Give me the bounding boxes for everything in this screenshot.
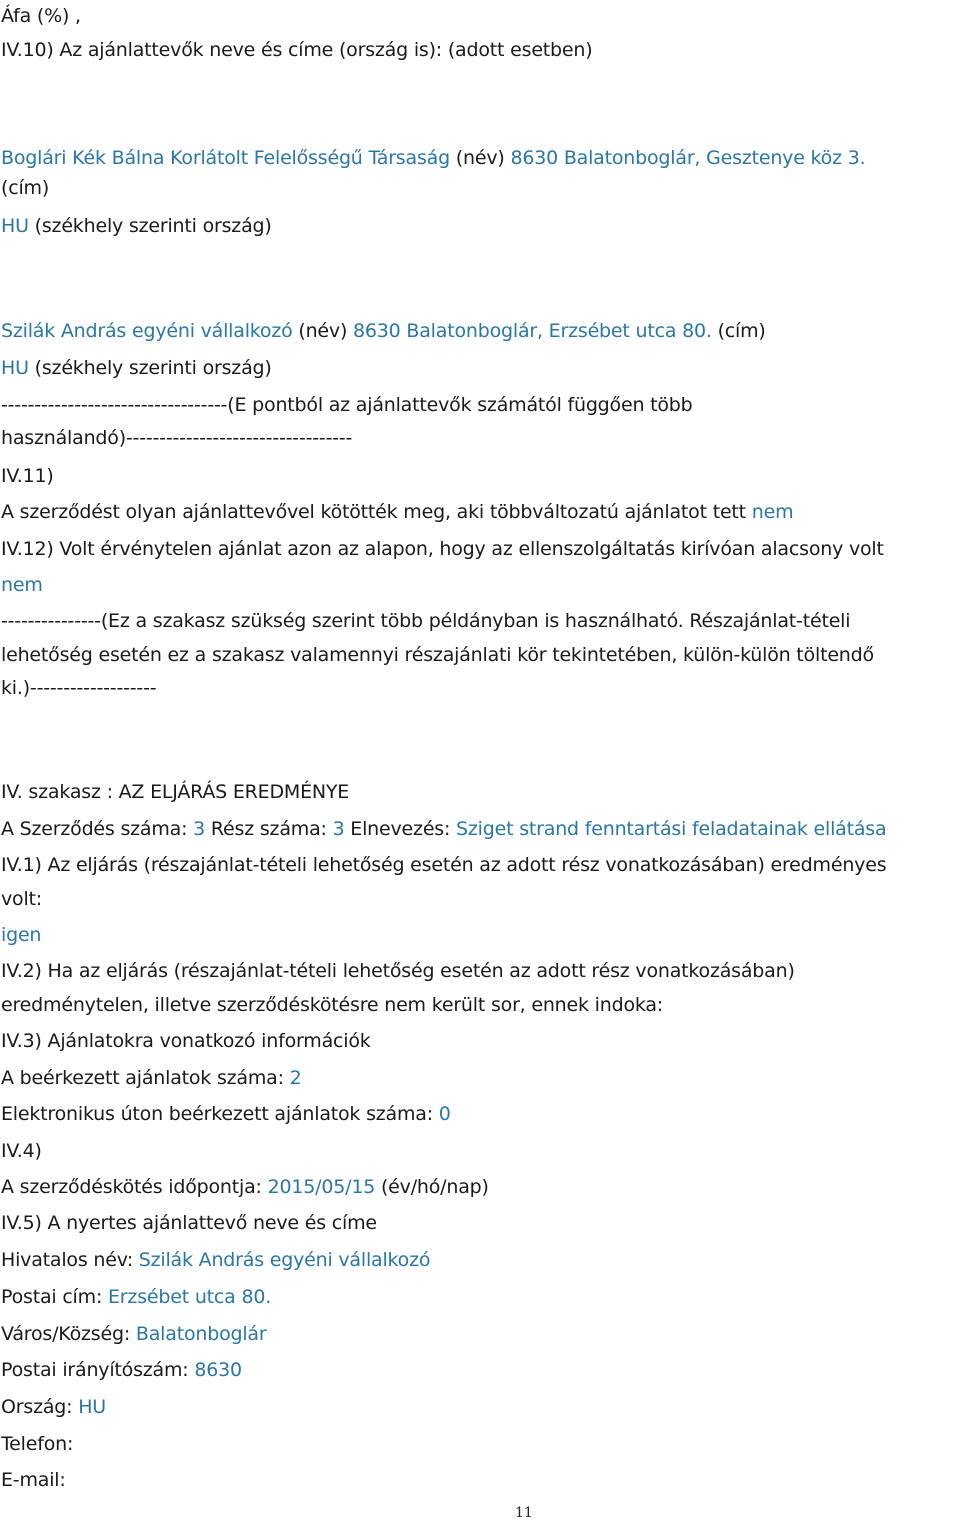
- label-text: IV. szakasz : AZ ELJÁRÁS EREDMÉNYE: [1, 781, 350, 803]
- text-line: [1, 1173, 489, 1201]
- label-text: Hivatalos név:: [1, 1249, 139, 1271]
- field-value: HU: [1, 215, 29, 237]
- field-value: 3: [332, 818, 345, 840]
- label-text: IV.10) Az ajánlattevők neve és címe (ország is): (adott esetben): [1, 39, 593, 61]
- text-line: [1, 921, 41, 949]
- text-line: [1, 174, 49, 202]
- label-text: (cím): [1, 177, 50, 199]
- label-text: (név): [292, 320, 354, 342]
- label-text: Ország:: [1, 1396, 79, 1418]
- field-value: Boglári Kék Bálna Korlátolt Felelősségű Társaság: [1, 147, 450, 169]
- text-line: [1, 674, 156, 702]
- label-text: Telefon:: [1, 1433, 74, 1455]
- field-value: 3: [193, 818, 206, 840]
- text-line: [1, 535, 884, 563]
- text-line: [1, 317, 766, 345]
- field-value: nem: [1, 574, 43, 596]
- label-text: Postai cím:: [1, 1286, 108, 1308]
- field-value: igen: [1, 924, 42, 946]
- label-text: IV.11): [1, 465, 54, 487]
- label-text: IV.3) Ajánlatokra vonatkozó információk: [1, 1030, 371, 1052]
- field-value: Szilák András egyéni vállalkozó: [1, 320, 293, 342]
- field-value: 2015/05/15: [267, 1176, 376, 1198]
- label-text: Postai irányítószám:: [1, 1359, 195, 1381]
- label-text: ----------------------------------(E pontból az ajánlattevők számától függően több: [1, 394, 693, 416]
- field-value: Erzsébet utca 80.: [108, 1286, 272, 1308]
- field-value: 8630 Balatonboglár, Erzsébet utca 80.: [353, 320, 712, 342]
- field-value: 0: [438, 1103, 451, 1125]
- text-line: [1, 1209, 377, 1237]
- label-text: Rész száma:: [205, 818, 333, 840]
- label-text: IV.1) Az eljárás (részajánlat-tételi lehetőség esetén az adott rész vonatkozásában) eredményes: [1, 854, 887, 876]
- field-value: Szilák András egyéni vállalkozó: [138, 1249, 431, 1271]
- label-text: (év/hó/nap): [375, 1176, 489, 1198]
- text-line: [1, 1393, 106, 1421]
- label-text: lehetőség esetén ez a szakasz valamennyi részajánlati kör tekintetében, külön-külön töltendő: [1, 644, 874, 666]
- label-text: IV.5) A nyertes ajánlattevő neve és címe: [1, 1212, 377, 1234]
- text-line: [1, 498, 793, 526]
- label-text: ---------------(Ez a szakasz szükség szerint több példányban is használható. Részajánlat-tételi: [1, 610, 851, 632]
- text-line: [1, 1283, 271, 1311]
- text-line: [1, 354, 272, 382]
- text-line: [1, 1027, 371, 1055]
- text-line: [1, 1430, 73, 1458]
- text-line: [1, 885, 42, 913]
- text-line: [1, 1356, 242, 1384]
- field-value: HU: [78, 1396, 106, 1418]
- text-line: [1, 851, 886, 879]
- field-value: 2: [289, 1067, 302, 1089]
- label-text: A beérkezett ajánlatok száma:: [1, 1067, 290, 1089]
- field-value: nem: [751, 501, 794, 523]
- label-text: A szerződést olyan ajánlattevővel kötötték meg, aki többváltozatú ajánlatot tett: [1, 501, 752, 523]
- label-text: (név): [449, 147, 511, 169]
- label-text: volt:: [1, 888, 42, 910]
- label-text: Elektronikus úton beérkezett ajánlatok száma:: [1, 1103, 439, 1125]
- text-line: [1, 1137, 42, 1165]
- text-line: [1, 815, 886, 843]
- text-line: [1, 991, 663, 1019]
- text-line: [1, 641, 874, 669]
- label-text: A Szerződés száma:: [1, 818, 194, 840]
- field-value: Balatonboglár: [135, 1323, 267, 1345]
- text-line: [1, 36, 592, 64]
- text-line: [1, 391, 693, 419]
- label-text: ki.)-------------------: [1, 677, 157, 699]
- text-line: [1, 212, 272, 240]
- text-line: [1, 1064, 302, 1092]
- field-value: 8630 Balatonboglár, Gesztenye köz 3.: [510, 147, 866, 169]
- label-text: Város/Község:: [1, 1323, 136, 1345]
- label-text: IV.4): [1, 1140, 42, 1162]
- text-line: [1, 144, 865, 172]
- label-text: IV.12) Volt érvénytelen ajánlat azon az alapon, hogy az ellenszolgáltatás kirívóan alacsony volt: [1, 538, 884, 560]
- text-line: [1, 1100, 451, 1128]
- label-text: eredménytelen, illetve szerződéskötésre nem került sor, ennek indoka:: [1, 994, 663, 1016]
- text-line: [1, 607, 850, 635]
- field-value: HU: [1, 357, 29, 379]
- text-line: [1, 1466, 66, 1494]
- label-text: (cím): [711, 320, 766, 342]
- text-line: [1, 1246, 430, 1274]
- text-line: [1, 462, 54, 490]
- text-line: [1, 2, 81, 30]
- label-text: használandó)----------------------------------: [1, 427, 353, 449]
- label-text: (székhely szerinti ország): [28, 357, 272, 379]
- text-line: [1, 957, 795, 985]
- label-text: Áfa (%) ,: [1, 5, 81, 27]
- page-number: 11: [515, 1505, 533, 1521]
- label-text: Elnevezés:: [344, 818, 457, 840]
- field-value: Sziget strand fenntartási feladatainak ellátása: [456, 818, 887, 840]
- field-value: 8630: [194, 1359, 242, 1381]
- label-text: E-mail:: [1, 1469, 66, 1491]
- label-text: IV.2) Ha az eljárás (részajánlat-tételi lehetőség esetén az adott rész vonatkozásában): [1, 960, 795, 982]
- text-line: [1, 1320, 267, 1348]
- label-text: (székhely szerinti ország): [28, 215, 272, 237]
- text-line: [1, 571, 43, 599]
- label-text: A szerződéskötés időpontja:: [1, 1176, 268, 1198]
- text-line: [1, 778, 349, 806]
- text-line: [1, 424, 352, 452]
